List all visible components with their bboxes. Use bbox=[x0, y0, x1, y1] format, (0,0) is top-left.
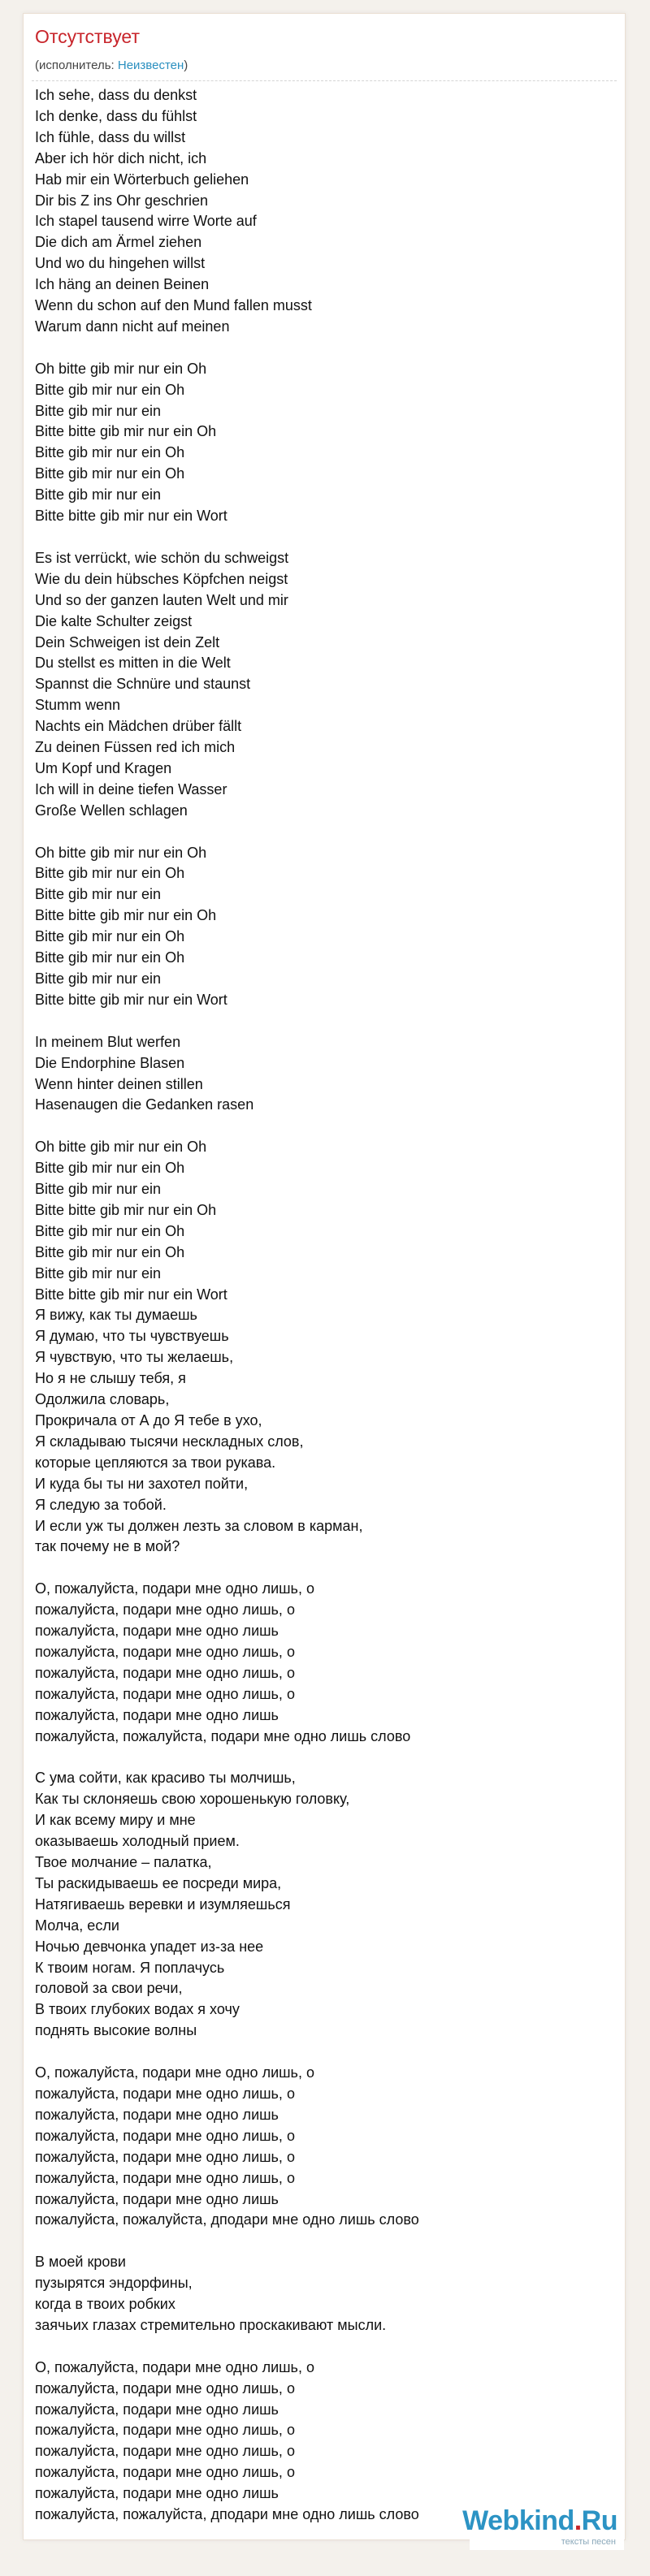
lyric-line: Натягиваешь веревки и изумляешься bbox=[35, 1895, 291, 1913]
lyric-line: которые цепляются за твои рукава. bbox=[35, 1454, 276, 1471]
lyrics-card bbox=[23, 13, 626, 2540]
lyric-line: Stumm wenn bbox=[35, 697, 121, 714]
lyric-line: Bitte bitte gib mir nur ein Wort bbox=[35, 1286, 228, 1303]
lyric-line: Spannst die Schnüre und staunst bbox=[35, 676, 251, 693]
lyric-line: пожалуйста, подари мне одно лишь, о bbox=[35, 2085, 295, 2102]
lyrics-stanza bbox=[35, 2063, 612, 2231]
lyric-line: Bitte bitte gib mir nur ein Oh bbox=[35, 423, 217, 440]
lyric-line: Я чувствую, что ты желаешь, bbox=[35, 1349, 234, 1366]
lyric-line: пожалуйста, подари мне одно лишь, о bbox=[35, 2443, 295, 2460]
lyric-line: О, пожалуйста, подари мне одно лишь, о bbox=[35, 1580, 314, 1597]
lyric-line: Wie du dein hübsches Köpfchen neigst bbox=[35, 570, 288, 587]
lyric-line: Wenn du schon auf den Mund fallen musst bbox=[35, 297, 312, 314]
lyric-line: К твоим ногам. Я поплачусь bbox=[35, 1959, 225, 1976]
lyric-line: пожалуйста, подари мне одно лишь, о bbox=[35, 2127, 295, 2144]
lyric-line: Bitte gib mir nur ein Oh bbox=[35, 444, 185, 461]
lyrics-stanza bbox=[35, 2252, 612, 2336]
lyric-line: так почему не в мой? bbox=[35, 1538, 180, 1555]
lyric-line: Ты раскидываешь ее посреди мира, bbox=[35, 1874, 282, 1891]
lyric-line: Молча, если bbox=[35, 1917, 119, 1934]
lyric-line: Dein Schweigen ist dein Zelt bbox=[35, 633, 220, 650]
lyric-line: Ich sehe, dass du denkst bbox=[35, 87, 197, 103]
lyric-line: Große Wellen schlagen bbox=[35, 802, 188, 819]
lyric-line: Ich stapel tausend wirre Worte auf bbox=[35, 213, 257, 230]
lyric-line: И если уж ты должен лезть за словом в карман, bbox=[35, 1517, 363, 1534]
lyric-line: Я складываю тысячи нескладных слов, bbox=[35, 1433, 304, 1450]
lyrics-stanza bbox=[35, 1579, 612, 1747]
artist-link[interactable]: Неизвестен bbox=[117, 58, 184, 72]
lyric-line: Um Kopf und Kragen bbox=[35, 759, 172, 776]
lyric-line: Ich will in deine tiefen Wasser bbox=[35, 780, 228, 797]
song-title: Отсутствует bbox=[35, 26, 140, 47]
lyric-line: пожалуйста, подари мне одно лишь, о bbox=[35, 1601, 295, 1619]
lyric-line: Die dich am Ärmel ziehen bbox=[35, 234, 202, 251]
lyric-line: Я следую за тобой. bbox=[35, 1496, 167, 1513]
artist-prefix: (исполнитель: bbox=[35, 58, 118, 72]
lyric-line: пожалуйста, подари мне одно лишь, о bbox=[35, 1643, 295, 1660]
lyric-line: Прокричала от А до Я тебе в ухо, bbox=[35, 1412, 262, 1429]
lyric-line: В моей крови bbox=[35, 2254, 126, 2271]
lyric-line: Wenn hinter deinen stillen bbox=[35, 1075, 203, 1092]
lyric-line: В твоих глубоких водах я хочу bbox=[35, 2001, 240, 2018]
lyric-line: Bitte bitte gib mir nur ein Wort bbox=[35, 508, 228, 525]
lyric-line: С ума сойти, как красиво ты молчишь, bbox=[35, 1770, 296, 1787]
lyric-line: Я думаю, что ты чувствуешь bbox=[35, 1328, 229, 1345]
lyric-line: Я вижу, как ты думаешь bbox=[35, 1307, 197, 1324]
lyric-line: Warum dann nicht auf meinen bbox=[35, 318, 230, 335]
lyric-line: Hasenaugen die Gedanken rasen bbox=[35, 1096, 254, 1113]
lyric-line: головой за свои речи, bbox=[35, 1980, 183, 1997]
lyric-line: пузырятся эндорфины, bbox=[35, 2275, 193, 2292]
lyric-line: Ночью девчонка упадет из-за нее bbox=[35, 1938, 264, 1955]
logo-dot: . bbox=[574, 2505, 582, 2536]
lyric-line: Bitte gib mir nur ein bbox=[35, 886, 162, 903]
lyric-line: О, пожалуйста, подари мне одно лишь, о bbox=[35, 2064, 314, 2081]
lyrics-stanza bbox=[35, 85, 612, 338]
lyric-line: пожалуйста, пожалуйста, дподари мне одно лишь слово bbox=[35, 2211, 419, 2228]
lyric-line: Bitte bitte gib mir nur ein Wort bbox=[35, 991, 228, 1008]
lyric-line: И куда бы ты ни захотел пойти, bbox=[35, 1475, 249, 1492]
lyric-line: пожалуйста, подари мне одно лишь bbox=[35, 2485, 279, 2502]
lyrics-stanza bbox=[35, 359, 612, 527]
lyric-line: Ich häng an deinen Beinen bbox=[35, 276, 210, 293]
lyric-line: пожалуйста, пожалуйста, дподари мне одно лишь слово bbox=[35, 2506, 419, 2523]
lyric-line: Bitte gib mir nur ein Oh bbox=[35, 928, 185, 945]
title-divider bbox=[32, 80, 617, 81]
lyric-line: Bitte gib mir nur ein bbox=[35, 970, 162, 988]
lyric-line: пожалуйста, подари мне одно лишь bbox=[35, 2106, 279, 2123]
lyrics-stanza bbox=[35, 843, 612, 1011]
lyric-line: Hab mir ein Wörterbuch geliehen bbox=[35, 171, 249, 188]
lyrics-stanza bbox=[35, 1768, 612, 2042]
lyric-line: Bitte gib mir nur ein Oh bbox=[35, 1160, 185, 1177]
lyric-line: Bitte gib mir nur ein bbox=[35, 1264, 162, 1282]
site-logo[interactable] bbox=[462, 2501, 624, 2550]
lyric-line: пожалуйста, подари мне одно лишь bbox=[35, 1706, 279, 1723]
lyric-line: In meinem Blut werfen bbox=[35, 1033, 181, 1050]
lyrics-stanza bbox=[35, 1137, 612, 1558]
lyric-line: Bitte gib mir nur ein bbox=[35, 402, 162, 419]
lyric-line: Dir bis Z ins Ohr geschrien bbox=[35, 192, 209, 209]
logo-wordmark bbox=[462, 2505, 618, 2537]
lyric-line: пожалуйста, подари мне одно лишь, о bbox=[35, 2422, 295, 2439]
lyric-line: Bitte gib mir nur ein Oh bbox=[35, 465, 185, 482]
lyric-line: Aber ich hör dich nicht, ich bbox=[35, 149, 207, 166]
lyrics-body bbox=[35, 85, 612, 2526]
lyric-line: Bitte gib mir nur ein Oh bbox=[35, 949, 185, 966]
lyric-line: О, пожалуйста, подари мне одно лишь, о bbox=[35, 2358, 314, 2375]
lyric-line: Die kalte Schulter zeigst bbox=[35, 612, 193, 629]
lyric-line: пожалуйста, подари мне одно лишь bbox=[35, 2401, 279, 2418]
logo-tld: Ru bbox=[581, 2505, 618, 2536]
lyric-line: Ich fühle, dass du willst bbox=[35, 128, 186, 145]
lyric-line: Ich denke, dass du fühlst bbox=[35, 107, 197, 124]
artist-suffix: ) bbox=[184, 58, 188, 72]
lyric-line: пожалуйста, подари мне одно лишь, о bbox=[35, 2379, 295, 2397]
lyric-line: когда в твоих робких bbox=[35, 2296, 176, 2313]
lyric-line: пожалуйста, подари мне одно лишь bbox=[35, 2190, 279, 2207]
lyric-line: Как ты склоняешь свою хорошенькую головку, bbox=[35, 1791, 350, 1808]
lyric-line: Bitte bitte gib mir nur ein Oh bbox=[35, 1201, 217, 1218]
artist-line bbox=[35, 58, 188, 74]
lyric-line: пожалуйста, подари мне одно лишь bbox=[35, 1623, 279, 1640]
lyric-line: пожалуйста, подари мне одно лишь, о bbox=[35, 2169, 295, 2186]
lyric-line: Es ist verrückt, wie schön du schweigst bbox=[35, 549, 289, 566]
lyric-line: Bitte gib mir nur ein Oh bbox=[35, 1222, 185, 1239]
lyric-line: поднять высокие волны bbox=[35, 2022, 197, 2039]
lyric-line: Bitte gib mir nur ein Oh bbox=[35, 1243, 185, 1260]
lyric-line: оказываешь холодный прием. bbox=[35, 1833, 240, 1850]
lyric-line: Die Endorphine Blasen bbox=[35, 1054, 185, 1071]
lyric-line: Und so der ganzen lauten Welt und mir bbox=[35, 591, 288, 608]
lyric-line: Nachts ein Mädchen drüber fällt bbox=[35, 718, 242, 735]
lyric-line: заячьих глазах стремительно проскакивают мысли. bbox=[35, 2316, 387, 2333]
lyric-line: пожалуйста, подари мне одно лишь, о bbox=[35, 1664, 295, 1681]
lyrics-stanza bbox=[35, 2358, 612, 2526]
lyric-line: пожалуйста, подари мне одно лишь, о bbox=[35, 2464, 295, 2481]
lyric-line: Твое молчание – палатка, bbox=[35, 1854, 212, 1871]
logo-word: Webkind bbox=[462, 2505, 574, 2536]
lyric-line: Bitte bitte gib mir nur ein Oh bbox=[35, 907, 217, 924]
lyric-line: Oh bitte gib mir nur ein Oh bbox=[35, 844, 207, 861]
lyric-line: Bitte gib mir nur ein bbox=[35, 1181, 162, 1198]
lyric-line: Bitte gib mir nur ein Oh bbox=[35, 381, 185, 398]
lyric-line: Und wo du hingehen willst bbox=[35, 255, 206, 272]
lyric-line: Oh bitte gib mir nur ein Oh bbox=[35, 360, 207, 377]
lyric-line: пожалуйста, подари мне одно лишь, о bbox=[35, 2148, 295, 2165]
lyric-line: Du stellst es mitten in die Welt bbox=[35, 655, 231, 672]
lyric-line: Bitte gib mir nur ein Oh bbox=[35, 865, 185, 882]
lyric-line: Одолжила словарь, bbox=[35, 1391, 170, 1408]
lyric-line: И как всему миру и мне bbox=[35, 1812, 196, 1829]
lyrics-stanza bbox=[35, 1032, 612, 1117]
lyric-line: Но я не слышу тебя, я bbox=[35, 1370, 186, 1387]
lyric-line: пожалуйста, пожалуйста, подари мне одно лишь слово bbox=[35, 1727, 411, 1744]
lyric-line: Oh bitte gib mir nur ein Oh bbox=[35, 1139, 207, 1156]
lyric-line: Bitte gib mir nur ein bbox=[35, 486, 162, 504]
lyrics-stanza bbox=[35, 548, 612, 822]
lyric-line: Zu deinen Füssen red ich mich bbox=[35, 739, 236, 756]
logo-tagline: тексты песен bbox=[561, 2537, 616, 2547]
lyric-line: пожалуйста, подари мне одно лишь, о bbox=[35, 1685, 295, 1702]
